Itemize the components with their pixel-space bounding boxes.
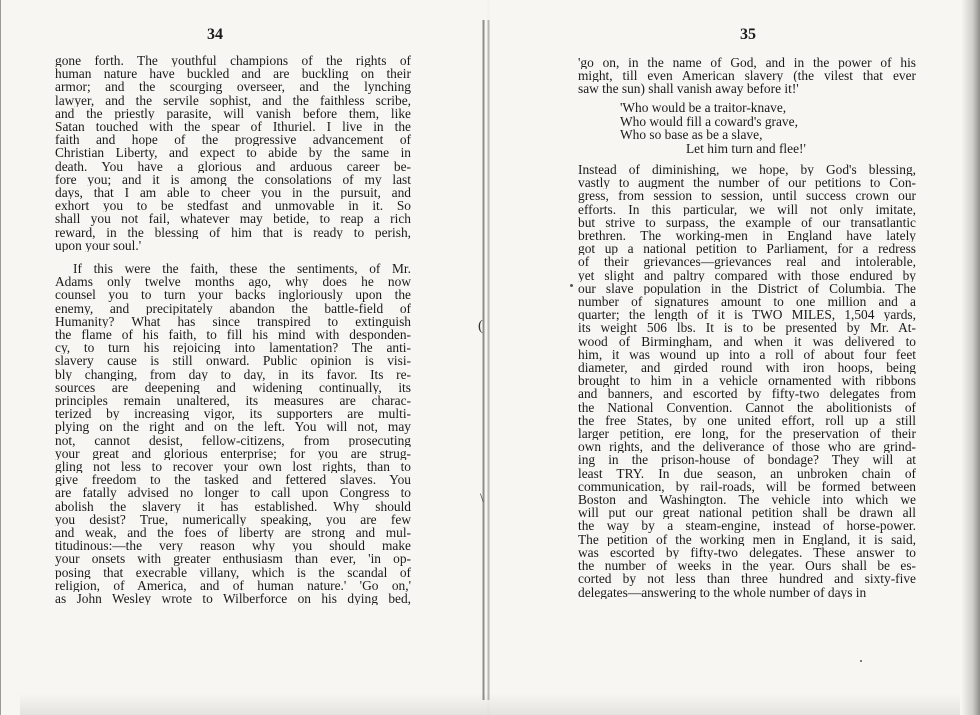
text-line: plying on the right and on the left. You will not, may [55,420,411,434]
text-line: brethren. The working-men in England have lately [578,229,916,243]
text-line: cy, to turn his rejoicing into lamentation? The anti- [55,341,411,355]
text-line: sources are deepening and widening continually, its [55,380,411,395]
text-line: not, cannot desist, fellow-citizens, from prosecuting [55,433,411,447]
text-line: principles remain unaltered, its measures are charac- [55,394,411,408]
text-line: wood of Birmingham, and when it was delivered to [578,334,916,348]
right-page [490,0,980,715]
text-line: the number of weeks in the year. Ours shall be es- [578,559,916,573]
text-line: gone forth. The youthful champions of the rights of [55,54,411,68]
margin-slash-a: \ [480,490,484,505]
text-line: The petition of the working men in England, it is said, [578,532,916,546]
text-line: will put our great national petition shall be drawn all [578,506,916,520]
text-line: shall you not fail, whatever may betide, to reap a rich [55,212,411,226]
text-line: you desist? True, numerically speaking, you are few [55,512,411,527]
text-line: Satan touched with the spear of Ithuriel. I live in the [55,120,411,134]
text-line: our slave population in the District of Columbia. The [578,281,916,296]
text-line: Christian Liberty, and expect to abide by the same in [55,146,411,160]
text-line: posing that execrable villany, which is the scandal of [55,565,411,579]
text-line: gling not less to recover your own lost rights, than to [55,460,411,474]
text-line: your great and glorious enterprise; for you are strug- [55,446,411,461]
text-line: bly changing, from day to day, in its favor. Its re- [55,367,411,381]
text-line: fore you; and it is among the consolations of my last [55,172,411,187]
text-line: might, till even American slavery (the vilest that ever [578,69,916,83]
text-line: least TRY. In due season, an unbroken chain of [578,466,916,480]
text-line: its weight 506 lbs. It is to be presented by Mr. At- [578,321,916,335]
text-line: lawyer, and the servile sophist, and the faithless scribe, [55,93,411,107]
verse-block [620,101,806,155]
text-line: but strive to surpass, the example of our transatlantic [578,215,916,230]
text-line: If this were the faith, these the sentiments, of Mr. [73,262,411,276]
text-line: number of signatures amount to one million and a [578,295,916,309]
text-line: larger petition, ere long, for the preservation of their [578,427,916,441]
text-line: the National Convention. Cannot the abolitionists of [578,400,916,414]
text-line: titudinous:—the very reason why you should make [55,539,411,553]
text-line: days, that I am able to cheer you in the pursuit, and [55,186,411,200]
text-line: religion, of America, and of human nature.' 'Go on,' [55,578,411,593]
text-line: saw the sun) shall vanish away before it!' [578,82,799,96]
text-line: brought to him in a vehicle ornamented with ribbons [578,374,916,388]
text-line: death. You have a glorious and arduous career be- [55,159,411,173]
text-line: faith and hope of the progressive advancement of [55,133,411,147]
text-line: quarter; the length of it is TWO MILES, 1,504 yards, [578,308,916,322]
text-line: the free States, by one united effort, roll up a still [578,413,916,428]
text-line: Humanity? What has since transpired to extinguish [55,314,411,329]
left-page [0,0,487,715]
left-paragraph-1 [55,54,411,252]
text-line: the way by a steam-engine, instead of horse-power. [578,519,916,533]
left-paragraph-2 [55,262,411,605]
text-line: slavery cause is still onward. Public opinion is visi- [55,354,411,368]
text-line: human nature have buckled and are buckling on their [55,67,411,81]
page-number-right: 35 [740,26,756,43]
margin-paren-left: ( [478,318,483,334]
text-line: own rights, and the deliverance of those who are grind- [578,440,916,454]
gutter-line [482,20,485,700]
text-line: 'go on, in the name of God, and in the power of his [578,56,916,70]
text-line: the flame of his faith, to fill his mind with desponden- [55,328,411,342]
text-line: as John Wesley wrote to Wilberforce on his dying bed, [55,592,411,606]
ink-speck [570,284,573,287]
text-line: corted by not less than three hundred and sixty-five [578,572,916,586]
text-line: and weak, and the foes of liberty are strong and mul- [55,526,411,540]
text-line: abolish the slavery it has established. Why should [55,499,411,513]
text-line: gress, from session to session, until success crown our [578,189,916,203]
text-line: vastly to augment the number of our petitions to Con- [578,176,916,190]
text-line: exhort you to be stedfast and unmovable in it. So [55,199,411,213]
text-line: armor; and the scourging overseer, and the lynching [55,80,411,94]
text-line: yet slight and paltry compared with those endured by [578,268,916,282]
text-line: of their grievances—grievances real and intolerable, [578,255,916,269]
bottom-edge-shadow [20,693,960,715]
text-line: enemy, and precipitately abandon the battle-field of [55,301,411,315]
page-number-left: 34 [207,26,223,43]
text-line: efforts. In this particular, we will not only imitate, [578,202,916,216]
text-line: upon your soul.' [55,238,142,253]
right-opening [578,56,916,96]
text-line: delegates—answering to the whole number of days in [578,585,867,599]
verse-line: Let him turn and flee!' [686,140,806,156]
text-line: was escorted by fifty-two delegates. These answer to [578,545,916,560]
verse-line: Who so base as be a slave, [620,127,763,142]
text-line: your onsets with greater enthusiasm than ever, 'in op- [55,552,411,566]
text-line: Adams only twelve months ago, why does he now [55,275,411,289]
text-line: Boston and Washington. The vehicle into which we [578,493,916,507]
text-line: ing in the prison-house of bondage? They will at [578,453,916,467]
text-line: him, it was wound up into a roll of about four feet [578,347,916,362]
text-line: and the priestly parasite, will vanish before them, like [55,106,411,121]
text-line: Instead of diminishing, we hope, by God's blessing, [578,163,916,177]
right-body [578,163,916,599]
page-edge-shadow [962,0,980,715]
text-line: counsel you to turn your backs ingloriously upon the [55,288,411,302]
verse-line: Who would fill a coward's grave, [620,113,798,129]
text-line: give freedom to the tasked and fettered slaves. You [55,473,411,487]
text-line: and banners, and escorted by fifty-two delegates from [578,387,916,401]
text-line: communication, by rail-roads, will be formed between [578,479,916,494]
text-line: got up a national petition to Parliament, for a redress [578,242,916,256]
ink-speck [860,660,862,662]
text-line: terized by increasing vigor, its supporters are multi- [55,407,411,421]
text-line: reward, in the blessing of him that is ready to perish, [55,225,411,239]
verse-line: 'Who would be a traitor-knave, [620,100,787,115]
text-line: are fatally advised no longer to call upon Congress to [55,486,411,500]
text-line: diameter, and girded round with iron hoops, being [578,361,916,375]
